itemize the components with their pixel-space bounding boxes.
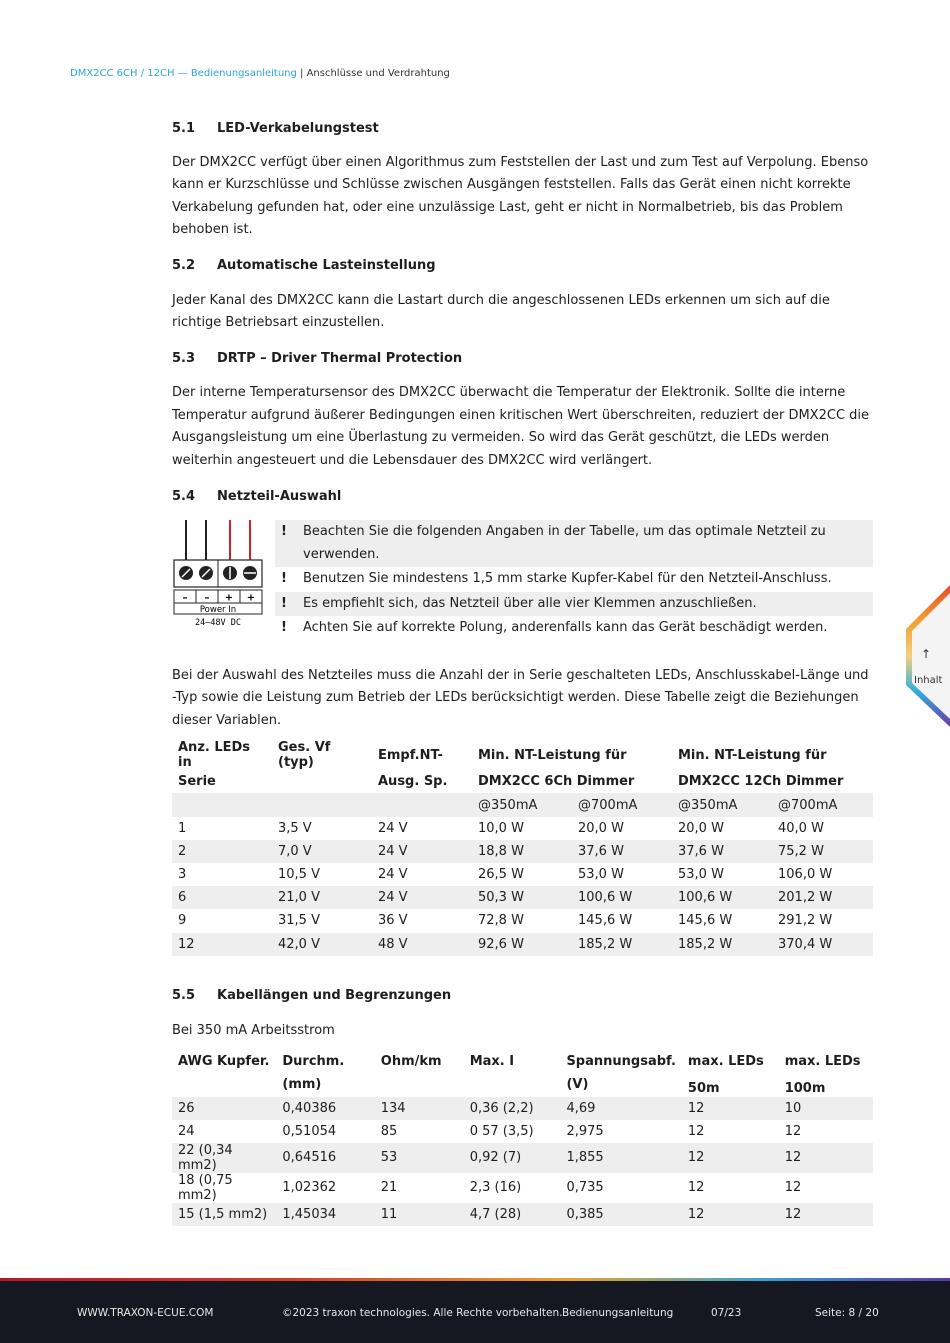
table-row: [172, 817, 873, 840]
footer-doc: Bedienungsanleitung: [562, 1307, 674, 1319]
cable-intro-text: Bei 350 mA Arbeitsstrom: [172, 1022, 335, 1038]
table-row: [172, 886, 873, 909]
power-connector-icon: [172, 520, 275, 635]
table-cell: 53,0 W: [678, 867, 724, 883]
warning-icon: !: [281, 595, 287, 611]
table-cell: 53,0 W: [578, 867, 624, 883]
column-header: Ges. Vf (typ): [278, 740, 331, 771]
table-row: [172, 1203, 873, 1226]
note-text: Beachten Sie die folgenden Angaben in der Tabelle, um das optimale Netzteil zu verwenden.: [303, 524, 826, 562]
section-text-5-3: Der interne Temperatursensor des DMX2CC überwacht die Temperatur der Elektronik. Sollte die interne Temperatur aufgrund äußerer Bedingungen einen kritischen Wert überschreiten, reduziert der DMX2CC die Ausgangsleistung um eine Überlastung zu vermeiden. So wird das Gerät geschützt, die LEDs werden weiterhin angesteuert und die Lebensdauer des DMX2CC wird verlängert.: [172, 385, 870, 468]
column-header: max. LEDs: [784, 1054, 861, 1070]
table-cell: 3,5 V: [278, 820, 312, 836]
terminal-sign: –: [204, 592, 210, 604]
psu-table: [172, 740, 873, 956]
table-row: [172, 1143, 873, 1173]
table-cell: 3: [178, 867, 187, 883]
table-cell: 37,6 W: [572, 840, 672, 863]
table-cell: 2,975: [566, 1123, 604, 1139]
table-cell: 0,40386: [276, 1097, 374, 1120]
table-cell: 0,735: [566, 1180, 604, 1196]
table-cell: 2: [172, 840, 272, 863]
section-number: 5.5: [172, 988, 196, 1004]
section-text-5-1: Der DMX2CC verfügt über einen Algorithmus zum Feststellen der Last und zum Test auf Verpolung. Ebenso kann er Kurzschlüsse und Schlüsse zwischen Ausgängen feststellen. Falls das Gerät einen nicht korrekte Verkabelung gefunden hat, oder eine unzulässige Last, geht er nicht in Normalbetrieb, bis das Problem behoben ist.: [172, 155, 869, 238]
column-header: Durchm.: [282, 1054, 345, 1070]
table-cell: [372, 793, 472, 816]
table-cell: 75,2 W: [772, 840, 873, 863]
table-cell: 24: [178, 1123, 195, 1139]
note-item: [275, 616, 873, 641]
table-cell: 26: [172, 1097, 276, 1120]
table-cell: 12: [682, 1097, 779, 1120]
section-heading-5-4: [172, 486, 873, 506]
section-title: Automatische Lasteinstellung: [217, 258, 436, 274]
table-header-row: [172, 740, 873, 770]
table-cell: [172, 793, 272, 816]
table-cell: 20,0 W: [678, 820, 724, 836]
section-heading-5-3: [172, 348, 873, 368]
table-cell: 36 V: [378, 913, 408, 929]
table-cell: 145,6 W: [578, 913, 633, 929]
terminal-sign: –: [182, 592, 188, 604]
table-cell: 12: [682, 1143, 779, 1173]
table-cell: 100,6 W: [672, 886, 772, 909]
table-header-row: [172, 1050, 873, 1073]
table-cell: 85: [380, 1123, 398, 1139]
column-header: Ohm/km: [380, 1054, 442, 1070]
column-header: Serie: [178, 774, 216, 790]
table-cell: 72,8 W: [478, 913, 524, 929]
notes-list: [275, 520, 873, 641]
table-cell: 134: [375, 1097, 464, 1120]
column-header: DMX2CC 6Ch Dimmer: [478, 774, 635, 790]
section-text-5-2: Jeder Kanal des DMX2CC kann die Lastart durch die angeschlossenen LEDs erkennen um sich auf die richtige Betriebsart einzustellen.: [172, 292, 830, 331]
column-header: Anz. LEDs in: [178, 740, 251, 771]
table-cell: 10,5 V: [278, 867, 320, 883]
table-cell: 185,2 W: [672, 933, 772, 956]
section-number: 5.2: [172, 258, 196, 274]
table-cell: 370,4 W: [772, 933, 873, 956]
table-cell: 100,6 W: [572, 886, 672, 909]
table-cell: 12: [172, 933, 272, 956]
warning-icon: !: [281, 571, 287, 587]
section-title: LED-Verkabelungstest: [217, 120, 379, 136]
table-row: [172, 840, 873, 863]
table-cell: 2,3 (16): [469, 1180, 522, 1196]
table-cell: 0 57 (3,5): [469, 1123, 534, 1139]
note-item: [275, 567, 873, 592]
column-header: AWG Kupfer.: [178, 1054, 270, 1070]
breadcrumb-doc[interactable]: DMX2CC 6CH / 12CH — Bedienungsanleitung: [70, 68, 297, 79]
table-cell: 10,0 W: [478, 820, 524, 836]
footer: [0, 1281, 950, 1343]
note-text: Es empfiehlt sich, das Netzteil über alle vier Klemmen anzuschließen.: [303, 595, 757, 611]
table-cell: 31,5 V: [278, 913, 320, 929]
table-cell: @700mA: [572, 793, 672, 816]
table-cell: 12: [779, 1203, 873, 1226]
column-header: Max. I: [469, 1054, 515, 1070]
column-header: [172, 1073, 276, 1096]
table-cell: 0,92 (7): [464, 1143, 561, 1173]
table-cell: 145,6 W: [678, 913, 733, 929]
table-cell: 26,5 W: [478, 867, 524, 883]
table-row: [172, 1120, 873, 1143]
table-cell: 106,0 W: [778, 867, 833, 883]
table-cell: 21,0 V: [272, 886, 372, 909]
column-header: 50m: [687, 1081, 720, 1097]
table-cell: 12: [682, 1203, 779, 1226]
table-cell: 1,45034: [276, 1203, 374, 1226]
table-cell: 12: [687, 1123, 705, 1139]
power-in-label: Power In: [199, 605, 237, 616]
footer-page: Seite: 8 / 20: [815, 1307, 879, 1319]
column-header: Ausg. Sp.: [378, 774, 448, 790]
section-number: 5.1: [172, 120, 196, 136]
column-header: (mm): [282, 1077, 322, 1093]
section-heading-5-5: [172, 986, 873, 1006]
footer-website-link[interactable]: WWW.TRAXON-ECUE.COM: [77, 1307, 214, 1319]
table-cell: 24 V: [378, 867, 408, 883]
table-row: [172, 909, 873, 932]
section-title: DRTP – Driver Thermal Protection: [217, 350, 463, 366]
section-heading-5-1: [172, 118, 873, 138]
table-cell: 18 (0,75 mm2): [178, 1172, 233, 1203]
table-cell: 20,0 W: [578, 820, 624, 836]
breadcrumb-section: Anschlüsse und Verdrahtung: [306, 68, 450, 79]
table-cell: 1,855: [560, 1143, 681, 1173]
table-cell: 24 V: [378, 820, 408, 836]
section-heading-5-2: [172, 256, 873, 276]
table-cell: 12: [784, 1180, 802, 1196]
table-cell: 291,2 W: [778, 913, 833, 929]
table-cell: 201,2 W: [772, 886, 873, 909]
table-cell: 53: [375, 1143, 464, 1173]
table-cell: 37,6 W: [672, 840, 772, 863]
table-row: [172, 1097, 873, 1120]
table-row: [172, 1173, 873, 1203]
note-item: [275, 592, 873, 617]
table-cell: 21: [380, 1180, 398, 1196]
voltage-label: 24–48V DC: [194, 618, 242, 629]
table-cell: 15 (1,5 mm2): [172, 1203, 276, 1226]
table-cell: 185,2 W: [572, 933, 672, 956]
column-header: DMX2CC 12Ch Dimmer: [678, 774, 844, 790]
table-cell: @350mA: [472, 793, 572, 816]
column-header: Min. NT-Leistung für: [678, 747, 827, 763]
column-header: max. LEDs: [687, 1054, 764, 1070]
table-cell: 12: [687, 1180, 705, 1196]
table-row: [172, 933, 873, 956]
table-cell: 24 V: [372, 886, 472, 909]
table-cell: 7,0 V: [272, 840, 372, 863]
main-content: [172, 118, 873, 1226]
toc-tab-label: Inhalt: [914, 675, 943, 686]
cable-table: [172, 1050, 873, 1226]
terminal-sign: +: [246, 592, 256, 604]
table-cell: 9: [178, 913, 187, 929]
table-cell: 40,0 W: [778, 820, 824, 836]
column-header: [272, 770, 372, 793]
table-subheader-row: [172, 793, 873, 816]
arrow-up-icon: ↑: [921, 647, 932, 661]
psu-block: [172, 520, 873, 641]
table-header-row: [172, 1073, 873, 1096]
table-cell: 0,36 (2,2): [464, 1097, 561, 1120]
note-item: [275, 520, 873, 567]
column-header: 100m: [784, 1081, 826, 1097]
power-connector-diagram: [172, 520, 275, 635]
table-cell: 12: [784, 1123, 802, 1139]
table-cell: 6: [172, 886, 272, 909]
toc-side-tab[interactable]: [904, 585, 950, 727]
table-cell: 0,64516: [276, 1143, 374, 1173]
column-header: Spannungsabf.: [566, 1054, 676, 1070]
column-header: [375, 1073, 464, 1096]
table-header-row: [172, 770, 873, 793]
footer-copyright: ©2023 traxon technologies. Alle Rechte vorbehalten.: [282, 1307, 563, 1319]
table-cell: @350mA: [672, 793, 772, 816]
table-cell: 1: [178, 820, 187, 836]
table-cell: 42,0 V: [272, 933, 372, 956]
table-cell: 92,6 W: [472, 933, 572, 956]
table-cell: 18,8 W: [472, 840, 572, 863]
table-cell: 10: [779, 1097, 873, 1120]
table-cell: 50,3 W: [472, 886, 572, 909]
table-cell: 4,69: [560, 1097, 681, 1120]
section-title: Netzteil-Auswahl: [217, 488, 342, 504]
table-cell: 22 (0,34 mm2): [172, 1143, 276, 1173]
column-header: [464, 1073, 561, 1096]
section-title: Kabellängen und Begrenzungen: [217, 988, 452, 1004]
column-header: Min. NT-Leistung für: [478, 747, 627, 763]
table-cell: 0,51054: [282, 1123, 337, 1139]
footer-date: 07/23: [711, 1307, 742, 1319]
column-header: Empf.NT-: [378, 747, 443, 763]
table-cell: 0,385: [560, 1203, 681, 1226]
terminal-sign: +: [224, 592, 234, 604]
note-text: Benutzen Sie mindestens 1,5 mm starke Kupfer-Kabel für den Netzteil-Anschluss.: [303, 571, 832, 587]
note-text: Achten Sie auf korrekte Polung, anderenfalls kann das Gerät beschädigt werden.: [303, 620, 828, 636]
warning-icon: !: [281, 620, 287, 636]
table-cell: 4,7 (28): [464, 1203, 561, 1226]
section-number: 5.4: [172, 488, 196, 504]
psu-intro-text: Bei der Auswahl des Netzteiles muss die Anzahl der in Serie geschalteten LEDs, Anschlusskabel-Länge und -Typ sowie die Leistung zum Betrieb der LEDs berücksichtigt werden. Diese Tabelle zeigt die Beziehungen dieser Variablen.: [172, 668, 869, 728]
table-cell: 48 V: [372, 933, 472, 956]
table-cell: 24 V: [372, 840, 472, 863]
warning-icon: !: [281, 524, 287, 540]
column-header: (V): [566, 1077, 589, 1093]
table-cell: @700mA: [772, 793, 873, 816]
section-number: 5.3: [172, 350, 196, 366]
table-cell: [272, 793, 372, 816]
table-cell: 11: [375, 1203, 464, 1226]
breadcrumb-separator: |: [296, 68, 307, 79]
table-cell: 1,02362: [282, 1180, 337, 1196]
breadcrumb: [70, 68, 450, 79]
table-row: [172, 863, 873, 886]
table-cell: 12: [779, 1143, 873, 1173]
